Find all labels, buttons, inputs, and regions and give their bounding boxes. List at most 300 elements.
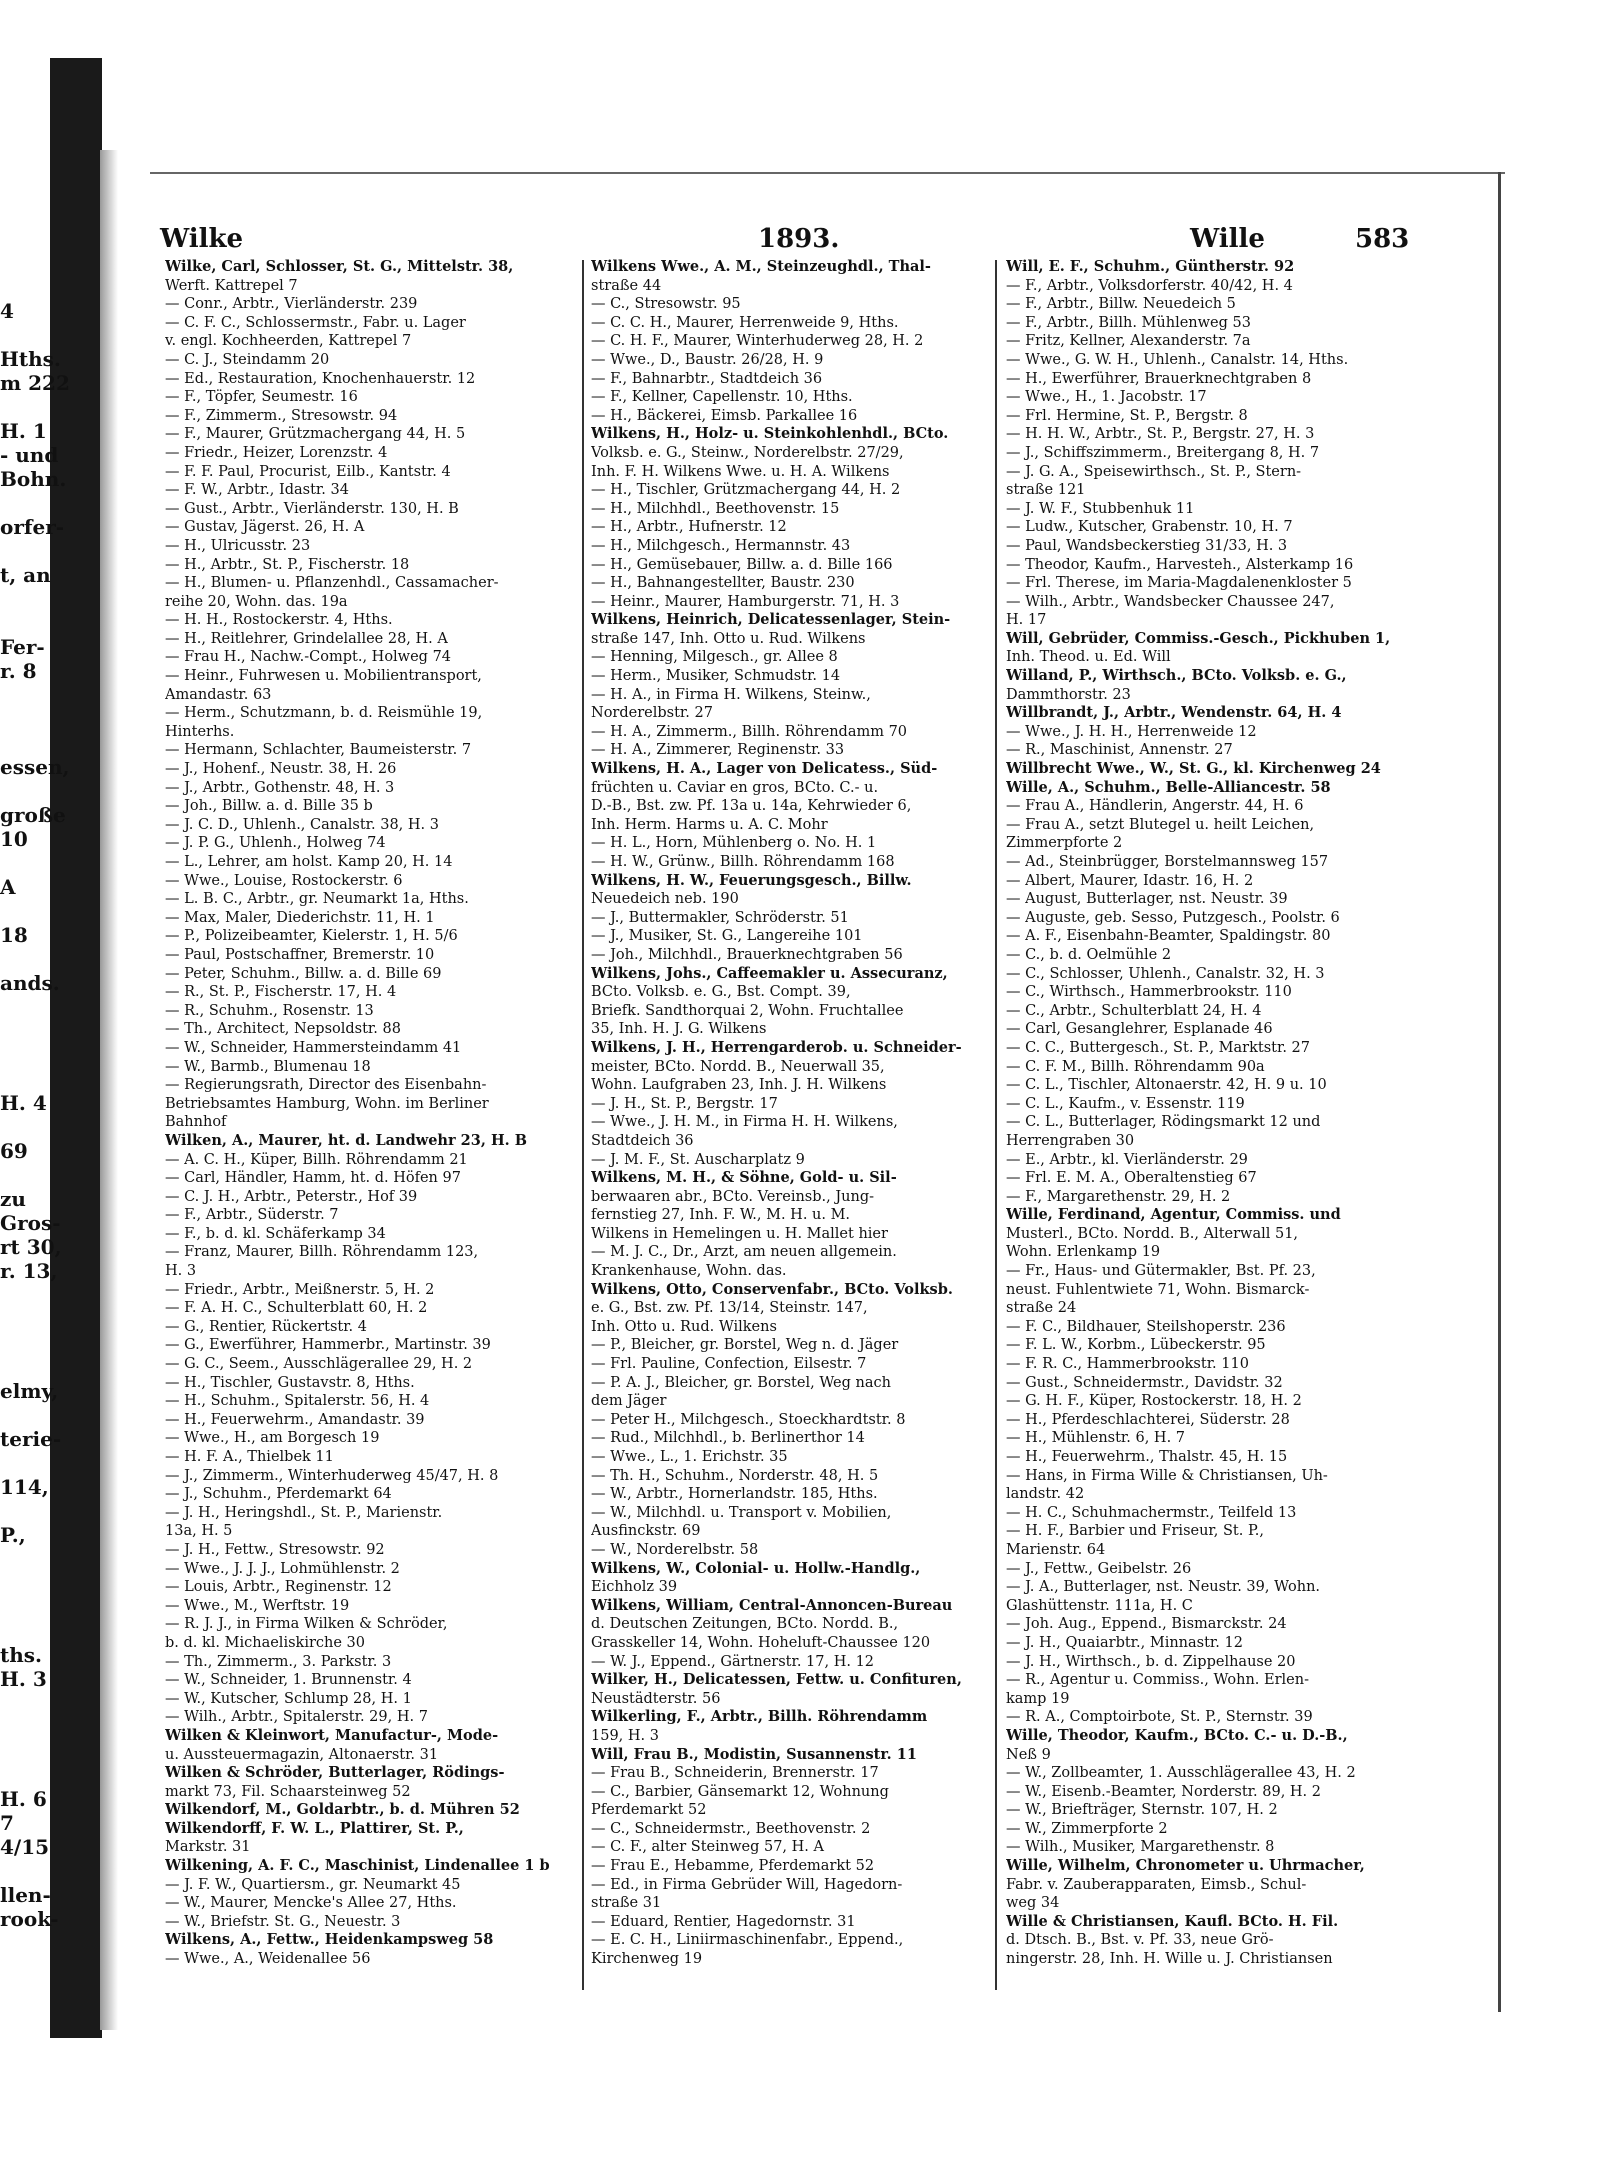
directory-entry-line: — F., Margarethenstr. 29, H. 2 <box>1006 1188 1231 1205</box>
directory-entry-line: — W., Zollbeamter, 1. Ausschlägerallee 43, H. 2 <box>1006 1765 1356 1782</box>
directory-entry-line: Eichholz 39 <box>591 1579 678 1596</box>
directory-column-1 <box>165 258 571 1998</box>
directory-entry-line: — H. F., Barbier und Friseur, St. P., <box>1006 1523 1265 1540</box>
previous-page-text: r. 8 <box>0 659 37 683</box>
directory-entry-line: — J. W. F., Stubbenhuk 11 <box>1006 500 1195 517</box>
directory-entry-line: Dammthorstr. 23 <box>1006 686 1131 703</box>
directory-entry-line: — J. G. A., Speisewirthsch., St. P., Stern- <box>1006 463 1302 480</box>
directory-entry-line: Wilker, H., Delicatessen, Fettw. u. Confituren, <box>591 1671 962 1689</box>
directory-entry-line: — A. F., Eisenbahn-Beamter, Spaldingstr. 80 <box>1006 928 1331 945</box>
previous-page-text: orfer- <box>0 515 65 539</box>
directory-entry-line: — J. P. G., Uhlenh., Holweg 74 <box>165 835 386 852</box>
directory-entry-line: — Eduard, Rentier, Hagedornstr. 31 <box>591 1913 856 1930</box>
directory-entry-line: — Albert, Maurer, Idastr. 16, H. 2 <box>1006 872 1254 889</box>
directory-entry-line: — C. C., Buttergesch., St. P., Marktstr. 27 <box>1006 1039 1310 1056</box>
directory-entry-line: — H. H., Rostockerstr. 4, Hths. <box>165 612 393 629</box>
directory-entry-line: Fabr. v. Zauberapparaten, Eimsb., Schul- <box>1006 1876 1307 1893</box>
directory-entry-line: — Wwe., J. H. H., Herrenweide 12 <box>1006 723 1257 740</box>
directory-entry-line: — F., Arbtr., Billw. Neuedeich 5 <box>1006 296 1236 313</box>
previous-page-text: elmy, <box>0 1379 59 1403</box>
directory-entry-line: 35, Inh. H. J. G. Wilkens <box>591 1021 767 1038</box>
directory-entry-line: — Louis, Arbtr., Reginenstr. 12 <box>165 1579 392 1596</box>
previous-page-text: P., <box>0 1523 26 1547</box>
directory-entry-line: Amandastr. 63 <box>165 686 272 703</box>
directory-entry-line: — F., Kellner, Capellenstr. 10, Hths. <box>591 389 853 406</box>
directory-entry-line: — J., Zimmerm., Winterhuderweg 45/47, H. 8 <box>165 1467 499 1484</box>
directory-entry-line: — H., Milchgesch., Hermannstr. 43 <box>591 537 851 554</box>
directory-entry-line: straße 24 <box>1006 1300 1077 1317</box>
directory-entry-line: Inh. Theod. u. Ed. Will <box>1006 649 1171 666</box>
directory-entry-line: — J. H., Wirthsch., b. d. Zippelhause 20 <box>1006 1653 1296 1670</box>
directory-entry-line: — C. J. H., Arbtr., Peterstr., Hof 39 <box>165 1188 418 1205</box>
directory-entry-line: Werft. Kattrepel 7 <box>165 277 298 294</box>
directory-entry-line: — J., Arbtr., Gothenstr. 48, H. 3 <box>165 779 395 796</box>
directory-entry-line: — H. A., in Firma H. Wilkens, Steinw., <box>591 686 871 703</box>
directory-entry-line: Wilkens, H. A., Lager von Delicatess., Süd- <box>591 760 938 778</box>
directory-entry-line: — H. L., Horn, Mühlenberg o. No. H. 1 <box>591 835 877 852</box>
directory-entry-line: — Wwe., J. J. J., Lohmühlenstr. 2 <box>165 1560 400 1577</box>
previous-page-text: 18 <box>0 923 28 947</box>
directory-entry-line: — Wwe., A., Weidenallee 56 <box>165 1951 371 1968</box>
directory-entry-line: — G., Rentier, Rückertstr. 4 <box>165 1318 367 1335</box>
page-top-rule <box>150 172 1505 174</box>
directory-entry-line: — M. J. C., Dr., Arzt, am neuen allgemein. <box>591 1244 897 1261</box>
previous-page-text: 114, <box>0 1475 49 1499</box>
directory-entry-line: — F. R. C., Hammerbrookstr. 110 <box>1006 1356 1249 1373</box>
directory-entry-line: Wilkens, Johs., Caffeemakler u. Assecuranz, <box>591 964 948 982</box>
directory-entry-line: — W., Arbtr., Hornerlandstr. 185, Hths. <box>591 1486 878 1503</box>
directory-column-2 <box>591 258 985 1998</box>
directory-entry-line: — Fr., Haus- und Gütermakler, Bst. Pf. 23, <box>1006 1263 1316 1280</box>
directory-entry-line: — Th., Architect, Nepsoldstr. 88 <box>165 1021 401 1038</box>
previous-page-text: ths. <box>0 1643 43 1667</box>
directory-entry-line: — Frau H., Nachw.-Compt., Holweg 74 <box>165 649 452 666</box>
directory-entry-line: — Friedr., Arbtr., Meißnerstr. 5, H. 2 <box>165 1281 435 1298</box>
directory-entry-line: — Hans, in Firma Wille & Christiansen, Uh- <box>1006 1467 1328 1484</box>
directory-entry-line: — F., Töpfer, Seumestr. 16 <box>165 389 358 406</box>
directory-entry-line: — H., Bäckerei, Eimsb. Parkallee 16 <box>591 407 858 424</box>
directory-entry-line: Wille, Theodor, Kaufm., BCto. C.- u. D.-B., <box>1006 1726 1348 1744</box>
directory-entry-line: — W., Norderelbstr. 58 <box>591 1541 759 1558</box>
directory-entry-line: — Peter, Schuhm., Billw. a. d. Bille 69 <box>165 965 442 982</box>
directory-entry-line: — Hermann, Schlachter, Baumeisterstr. 7 <box>165 742 472 759</box>
directory-entry-line: — Fritz, Kellner, Alexanderstr. 7a <box>1006 333 1251 350</box>
directory-entry-line: — J. H., Quaiarbtr., Minnastr. 12 <box>1006 1634 1243 1651</box>
directory-entry-line: — C. F. C., Schlossermstr., Fabr. u. Lager <box>165 314 466 331</box>
directory-entry-line: — Wilh., Arbtr., Wandsbecker Chaussee 247, <box>1006 593 1335 610</box>
directory-entry-line: — F., Maurer, Grützmachergang 44, H. 5 <box>165 426 466 443</box>
directory-entry-line: — Ad., Steinbrügger, Borstelmannsweg 157 <box>1006 854 1329 870</box>
directory-entry-line: — C. H. F., Maurer, Winterhuderweg 28, H. 2 <box>591 333 924 350</box>
directory-entry-line: Wilkens Wwe., A. M., Steinzeughdl., Thal- <box>591 258 931 275</box>
previous-page-text: 4/15 <box>0 1835 50 1859</box>
directory-entry-line: — C. L., Butterlager, Rödingsmarkt 12 und <box>1006 1114 1321 1131</box>
directory-entry-line: — Frl. E. M. A., Oberaltenstieg 67 <box>1006 1170 1257 1187</box>
directory-entry-line: — J. F. W., Quartiersm., gr. Neumarkt 45 <box>165 1876 461 1893</box>
running-head-left: Wilke <box>160 224 244 254</box>
previous-page-text: zu <box>0 1187 26 1211</box>
directory-entry-line: — Rud., Milchhdl., b. Berlinerthor 14 <box>591 1430 865 1447</box>
previous-page-text: Fer- <box>0 635 45 659</box>
directory-entry-line: — H., Ewerführer, Brauerknechtgraben 8 <box>1006 370 1312 387</box>
directory-entry-line: straße 31 <box>591 1895 662 1912</box>
directory-entry-line: — F., Zimmerm., Stresowstr. 94 <box>165 407 398 424</box>
directory-entry-line: — W., Eisenb.-Beamter, Norderstr. 89, H. 2 <box>1006 1783 1321 1800</box>
directory-entry-line: d. Deutschen Zeitungen, BCto. Nordd. B., <box>591 1616 899 1633</box>
directory-entry-line: — C., Schneidermstr., Beethovenstr. 2 <box>591 1820 871 1837</box>
directory-entry-line: Herrengraben 30 <box>1006 1132 1135 1149</box>
directory-entry-line: Markstr. 31 <box>165 1839 251 1856</box>
directory-entry-line: — G. H. F., Küper, Rostockerstr. 18, H. 2 <box>1006 1393 1302 1410</box>
directory-entry-line: — W., Briefträger, Sternstr. 107, H. 2 <box>1006 1802 1278 1819</box>
directory-entry-line: Musterl., BCto. Nordd. B., Alterwall 51, <box>1006 1225 1299 1242</box>
directory-entry-line: Wilkens in Hemelingen u. H. Mallet hier <box>591 1225 888 1242</box>
directory-entry-line: — W., Schneider, 1. Brunnenstr. 4 <box>165 1672 412 1689</box>
directory-entry-line: Wilkens, H., Holz- u. Steinkohlenhdl., BCto. <box>591 425 949 443</box>
directory-entry-line: fernstieg 27, Inh. F. W., M. H. u. M. <box>591 1207 851 1224</box>
directory-entry-line: Wilkerling, F., Arbtr., Billh. Röhrendamm <box>591 1708 928 1726</box>
previous-page-text: rt 30, <box>0 1235 62 1259</box>
directory-entry-line: dem Jäger <box>591 1393 667 1410</box>
directory-column-3 <box>1006 258 1402 1998</box>
directory-entry-line: — H., Arbtr., St. P., Fischerstr. 18 <box>165 556 410 573</box>
directory-entry-line: Glashüttenstr. 111a, H. C <box>1006 1597 1193 1614</box>
directory-entry-line: — H., Gemüsebauer, Billw. a. d. Bille 166 <box>591 556 893 573</box>
directory-entry-line: Marienstr. 64 <box>1006 1541 1106 1558</box>
directory-entry-line: markt 73, Fil. Schaarsteinweg 52 <box>165 1783 411 1800</box>
directory-entry-line: — F., Arbtr., Süderstr. 7 <box>165 1207 339 1224</box>
directory-entry-line: — R., St. P., Fischerstr. 17, H. 4 <box>165 984 397 1001</box>
directory-entry-line: — E. C. H., Liniirmaschinenfabr., Eppend., <box>591 1932 904 1949</box>
directory-entry-line: — C. F., alter Steinweg 57, H. A <box>591 1839 824 1856</box>
directory-entry-line: — J., Fettw., Geibelstr. 26 <box>1006 1560 1192 1577</box>
directory-entry-line: — H., Reitlehrer, Grindelallee 28, H. A <box>165 630 448 647</box>
directory-entry-line: — H., Schuhm., Spitalerstr. 56, H. 4 <box>165 1393 430 1410</box>
directory-entry-line: — H., Blumen- u. Pflanzenhdl., Cassamacher- <box>165 575 499 592</box>
directory-entry-line: — F., Arbtr., Volksdorferstr. 40/42, H. 4 <box>1006 277 1293 294</box>
directory-entry-line: Neß 9 <box>1006 1746 1051 1763</box>
directory-entry-line: — C., b. d. Oelmühle 2 <box>1006 946 1172 963</box>
directory-entry-line: — J. H., St. P., Bergstr. 17 <box>591 1095 778 1112</box>
directory-entry-line: — F., b. d. kl. Schäferkamp 34 <box>165 1225 386 1242</box>
directory-entry-line: — W., Maurer, Mencke's Allee 27, Hths. <box>165 1895 457 1912</box>
directory-entry-line: — Frl. Hermine, St. P., Bergstr. 8 <box>1006 407 1248 424</box>
directory-entry-line: Norderelbstr. 27 <box>591 705 713 722</box>
previous-page-text: H. 1 <box>0 419 47 443</box>
directory-entry-line: Wilken, A., Maurer, ht. d. Landwehr 23, H. B <box>165 1131 527 1149</box>
directory-entry-line: Neuedeich neb. 190 <box>591 891 739 908</box>
directory-entry-line: — Wwe., H., 1. Jacobstr. 17 <box>1006 389 1207 406</box>
directory-entry-line: — J., Schuhm., Pferdemarkt 64 <box>165 1486 392 1503</box>
directory-entry-line: — P. A. J., Bleicher, gr. Borstel, Weg nach <box>591 1374 891 1391</box>
directory-entry-line: v. engl. Kochheerden, Kattrepel 7 <box>165 333 412 350</box>
directory-entry-line: — L., Lehrer, am holst. Kamp 20, H. 14 <box>165 854 453 870</box>
directory-entry-line: u. Aussteuermagazin, Altonaerstr. 31 <box>165 1746 439 1763</box>
directory-entry-line: — J., Hohenf., Neustr. 38, H. 26 <box>165 761 397 778</box>
directory-entry-line: — J. C. D., Uhlenh., Canalstr. 38, H. 3 <box>165 816 439 833</box>
directory-entry-line: — Gustav, Jägerst. 26, H. A <box>165 519 365 536</box>
directory-entry-line: — W., Zimmerpforte 2 <box>1006 1820 1168 1837</box>
directory-entry-line: ningerstr. 28, Inh. H. Wille u. J. Christiansen <box>1006 1951 1333 1968</box>
directory-entry-line: D.-B., Bst. zw. Pf. 13a u. 14a, Kehrwieder 6, <box>591 798 912 815</box>
directory-entry-line: — J. H., Fettw., Stresowstr. 92 <box>165 1541 385 1558</box>
directory-entry-line: Wilke, Carl, Schlosser, St. G., Mittelstr. 38, <box>165 258 514 275</box>
directory-entry-line: — F. A. H. C., Schulterblatt 60, H. 2 <box>165 1300 428 1317</box>
directory-entry-line: Grasskeller 14, Wohn. Hoheluft-Chaussee 120 <box>591 1634 931 1651</box>
directory-entry-line: — P., Bleicher, gr. Borstel, Weg n. d. Jäger <box>591 1337 899 1354</box>
directory-entry-line: — Wwe., G. W. H., Uhlenh., Canalstr. 14, Hths. <box>1006 351 1349 368</box>
directory-entry-line: — Henning, Milgesch., gr. Allee 8 <box>591 649 838 666</box>
directory-entry-line: — Joh., Billw. a. d. Bille 35 b <box>165 798 373 815</box>
directory-entry-line: — C., Schlosser, Uhlenh., Canalstr. 32, H. 3 <box>1006 965 1325 982</box>
directory-entry-line: Wilkens, H. W., Feuerungsgesch., Billw. <box>591 871 912 889</box>
directory-entry-line: — Friedr., Heizer, Lorenzstr. 4 <box>165 444 388 461</box>
directory-entry-line: Wille & Christiansen, Kaufl. BCto. H. Fil. <box>1006 1912 1339 1930</box>
directory-entry-line: — H., Pferdeschlachterei, Süderstr. 28 <box>1006 1411 1290 1428</box>
directory-entry-line: — C. F. M., Billh. Röhrendamm 90a <box>1006 1058 1265 1075</box>
directory-entry-line: straße 121 <box>1006 482 1086 499</box>
directory-entry-line: — H. A., Zimmerm., Billh. Röhrendamm 70 <box>591 723 908 740</box>
directory-entry-line: — Wwe., D., Baustr. 26/28, H. 9 <box>591 351 824 368</box>
directory-entry-line: Hinterhs. <box>165 723 235 740</box>
directory-entry-line: Pferdemarkt 52 <box>591 1802 707 1819</box>
directory-entry-line: — Herm., Musiker, Schmudstr. 14 <box>591 668 841 685</box>
page-right-edge <box>1498 172 1501 2012</box>
previous-page-text: Bohn. <box>0 467 67 491</box>
directory-entry-line: 159, H. 3 <box>591 1727 659 1744</box>
directory-entry-line: — J., Schiffszimmerm., Breitergang 8, H. 7 <box>1006 444 1320 461</box>
previous-page-text: - und <box>0 443 59 467</box>
directory-entry-line: — W., Kutscher, Schlump 28, H. 1 <box>165 1690 412 1707</box>
directory-entry-line: Volksb. e. G., Steinw., Norderelbstr. 27/29, <box>591 444 904 461</box>
directory-entry-line: — Joh., Milchhdl., Brauerknechtgraben 56 <box>591 946 903 963</box>
directory-entry-line: — Auguste, geb. Sesso, Putzgesch., Poolstr. 6 <box>1006 909 1340 926</box>
directory-entry-line: kamp 19 <box>1006 1690 1070 1707</box>
directory-entry-line: — Heinr., Fuhrwesen u. Mobilientransport, <box>165 668 482 685</box>
directory-entry-line: — H., Tischler, Grützmachergang 44, H. 2 <box>591 482 901 499</box>
directory-entry-line: Zimmerpforte 2 <box>1006 835 1123 852</box>
directory-entry-line: — H., Ulricusstr. 23 <box>165 537 311 554</box>
directory-entry-line: Kirchenweg 19 <box>591 1951 703 1968</box>
directory-entry-line: — Wilh., Musiker, Margarethenstr. 8 <box>1006 1839 1275 1856</box>
directory-entry-line: Wilkendorff, F. W. L., Plattirer, St. P., <box>165 1819 464 1837</box>
directory-entry-line: neust. Fuhlentwiete 71, Wohn. Bismarck- <box>1006 1281 1310 1298</box>
directory-entry-line: — H. F. A., Thielbek 11 <box>165 1449 334 1465</box>
directory-entry-line: — W., Barmb., Blumenau 18 <box>165 1058 371 1075</box>
directory-entry-line: früchten u. Caviar en gros, BCto. C.- u. <box>591 779 879 796</box>
directory-entry-line: — W., Briefstr. St. G., Neuestr. 3 <box>165 1913 401 1930</box>
directory-entry-line: — Carl, Gesanglehrer, Esplanade 46 <box>1006 1021 1273 1038</box>
directory-entry-line: Wilkendorf, M., Goldarbtr., b. d. Mühren 52 <box>165 1801 520 1819</box>
directory-entry-line: Ausfinckstr. 69 <box>591 1523 701 1540</box>
directory-entry-line: — A. C. H., Küper, Billh. Röhrendamm 21 <box>165 1151 468 1168</box>
directory-entry-line: — F. C., Bildhauer, Steilshoperstr. 236 <box>1006 1318 1286 1335</box>
directory-entry-line: Wilkens, Otto, Conservenfabr., BCto. Volksb. <box>591 1280 953 1298</box>
directory-entry-line: Inh. Otto u. Rud. Wilkens <box>591 1318 777 1335</box>
directory-entry-line: — H., Bahnangestellter, Baustr. 230 <box>591 575 855 592</box>
previous-page-text: essen, <box>0 755 70 779</box>
directory-entry-line: — Franz, Maurer, Billh. Röhrendamm 123, <box>165 1244 479 1261</box>
directory-entry-line: Betriebsamtes Hamburg, Wohn. im Berliner <box>165 1095 489 1112</box>
directory-entry-line: Willand, P., Wirthsch., BCto. Volksb. e. G., <box>1006 667 1347 685</box>
directory-entry-line: — Wwe., M., Werftstr. 19 <box>165 1597 350 1614</box>
directory-entry-line: Wilkens, J. H., Herrengarderob. u. Schneider- <box>591 1038 962 1056</box>
previous-page-text: 7 <box>0 1811 14 1835</box>
previous-page-text: große <box>0 803 66 827</box>
directory-entry-line: — H. W., Grünw., Billh. Röhrendamm 168 <box>591 854 895 870</box>
directory-entry-line: — H., Tischler, Gustavstr. 8, Hths. <box>165 1374 415 1391</box>
directory-entry-line: — Ed., in Firma Gebrüder Will, Hagedorn- <box>591 1876 903 1893</box>
previous-page-text: t, an <box>0 563 51 587</box>
directory-entry-line: Neustädterstr. 56 <box>591 1690 721 1707</box>
previous-page-text: H. 4 <box>0 1091 47 1115</box>
directory-entry-line: — J., Buttermakler, Schröderstr. 51 <box>591 909 849 926</box>
directory-entry-line: 13a, H. 5 <box>165 1523 233 1540</box>
directory-entry-line: — Regierungsrath, Director des Eisenbahn- <box>165 1077 487 1094</box>
directory-entry-line: — E., Arbtr., kl. Vierländerstr. 29 <box>1006 1151 1248 1168</box>
directory-entry-line: H. 3 <box>165 1263 197 1280</box>
previous-page-fragment <box>0 300 100 1960</box>
directory-entry-line: — H. C., Schuhmachermstr., Teilfeld 13 <box>1006 1504 1297 1521</box>
directory-entry-line: — C., Barbier, Gänsemarkt 12, Wohnung <box>591 1783 889 1800</box>
previous-page-text: ands. <box>0 971 60 995</box>
directory-entry-line: meister, BCto. Nordd. B., Neuerwall 35, <box>591 1058 885 1075</box>
directory-entry-line: — Wwe., Louise, Rostockerstr. 6 <box>165 872 403 889</box>
directory-entry-line: Wohn. Laufgraben 23, Inh. J. H. Wilkens <box>591 1077 887 1094</box>
directory-entry-line: — Paul, Wandsbeckerstieg 31/33, H. 3 <box>1006 537 1288 554</box>
directory-entry-line: d. Dtsch. B., Bst. v. Pf. 33, neue Grö- <box>1006 1932 1274 1949</box>
directory-entry-line: — Joh. Aug., Eppend., Bismarckstr. 24 <box>1006 1616 1287 1633</box>
directory-entry-line: — H., Milchhdl., Beethovenstr. 15 <box>591 500 840 517</box>
directory-entry-line: H. 17 <box>1006 612 1047 629</box>
previous-page-text: H. 6 <box>0 1787 47 1811</box>
directory-entry-line: — F. L. W., Korbm., Lübeckerstr. 95 <box>1006 1337 1266 1354</box>
directory-entry-line: reihe 20, Wohn. das. 19a <box>165 593 348 610</box>
previous-page-text: terie- <box>0 1427 62 1451</box>
directory-entry-line: — R., Agentur u. Commiss., Wohn. Erlen- <box>1006 1672 1309 1689</box>
directory-entry-line: — C. J., Steindamm 20 <box>165 351 330 368</box>
running-head-right: Wille <box>1190 224 1265 254</box>
directory-entry-line: — G., Ewerführer, Hammerbr., Martinstr. 39 <box>165 1337 491 1354</box>
directory-entry-line: — Ludw., Kutscher, Grabenstr. 10, H. 7 <box>1006 519 1293 536</box>
directory-entry-line: — Heinr., Maurer, Hamburgerstr. 71, H. 3 <box>591 593 900 610</box>
directory-entry-line: — Gust., Schneidermstr., Davidstr. 32 <box>1006 1374 1283 1391</box>
directory-entry-line: — J. M. F., St. Auscharplatz 9 <box>591 1151 805 1168</box>
directory-entry-line: Inh. F. H. Wilkens Wwe. u. H. A. Wilkens <box>591 463 890 480</box>
column-divider <box>995 260 997 1990</box>
directory-entry-line: — Wwe., J. H. M., in Firma H. H. Wilkens, <box>591 1114 898 1131</box>
directory-entry-line: — R., Schuhm., Rosenstr. 13 <box>165 1002 374 1019</box>
directory-entry-line: — Ed., Restauration, Knochenhauerstr. 12 <box>165 370 476 387</box>
directory-entry-line: — Wwe., L., 1. Erichstr. 35 <box>591 1449 788 1465</box>
directory-entry-line: Stadtdeich 36 <box>591 1132 694 1149</box>
column-divider <box>582 260 584 1990</box>
directory-entry-line: Krankenhause, Wohn. das. <box>591 1263 787 1280</box>
directory-entry-line: e. G., Bst. zw. Pf. 13/14, Steinstr. 147, <box>591 1300 868 1317</box>
directory-entry-line: — Frau B., Schneiderin, Brennerstr. 17 <box>591 1765 879 1782</box>
directory-entry-line: Wilkens, W., Colonial- u. Hollw.-Handlg., <box>591 1559 921 1577</box>
directory-entry-line: — H., Feuerwehrm., Thalstr. 45, H. 15 <box>1006 1449 1288 1465</box>
directory-entry-line: — W. J., Eppend., Gärtnerstr. 17, H. 12 <box>591 1653 875 1670</box>
directory-entry-line: — W., Schneider, Hammersteindamm 41 <box>165 1039 462 1056</box>
directory-entry-line: weg 34 <box>1006 1895 1060 1912</box>
directory-entry-line: — Herm., Schutzmann, b. d. Reismühle 19, <box>165 705 483 722</box>
previous-page-text: r. 13, <box>0 1259 58 1283</box>
directory-entry-line: — Th. H., Schuhm., Norderstr. 48, H. 5 <box>591 1467 879 1484</box>
directory-entry-line: — H., Mühlenstr. 6, H. 7 <box>1006 1430 1186 1447</box>
directory-entry-line: — P., Polizeibeamter, Kielerstr. 1, H. 5/6 <box>165 928 458 945</box>
directory-entry-line: — Theodor, Kaufm., Harvesteh., Alsterkamp 16 <box>1006 556 1354 573</box>
directory-entry-line: Will, Gebrüder, Commiss.-Gesch., Pickhuben 1, <box>1006 629 1391 647</box>
directory-entry-line: — C. C. H., Maurer, Herrenweide 9, Hths. <box>591 314 899 331</box>
directory-entry-line: — C., Stresowstr. 95 <box>591 296 741 313</box>
directory-entry-line: Willbrecht Wwe., W., St. G., kl. Kirchenweg 24 <box>1006 760 1381 778</box>
directory-entry-line: Wilkens, Heinrich, Delicatessenlager, Stein- <box>591 611 951 629</box>
page-gutter-shadow <box>100 150 118 2030</box>
previous-page-text: 4 <box>0 300 14 323</box>
directory-entry-line: — Peter H., Milchgesch., Stoeckhardtstr. 8 <box>591 1411 906 1428</box>
directory-entry-line: landstr. 42 <box>1006 1486 1085 1503</box>
directory-entry-line: b. d. kl. Michaeliskirche 30 <box>165 1634 365 1651</box>
directory-entry-line: — Conr., Arbtr., Vierländerstr. 239 <box>165 296 418 313</box>
directory-entry-line: — H., Feuerwehrm., Amandastr. 39 <box>165 1411 425 1428</box>
directory-entry-line: Bahnhof <box>165 1114 227 1131</box>
directory-entry-line: — F. W., Arbtr., Idastr. 34 <box>165 482 349 499</box>
directory-entry-line: Will, Frau B., Modistin, Susannenstr. 11 <box>591 1745 917 1763</box>
directory-entry-line: Wilkens, M. H., & Söhne, Gold- u. Sil- <box>591 1169 897 1187</box>
directory-entry-line: straße 147, Inh. Otto u. Rud. Wilkens <box>591 630 866 647</box>
directory-entry-line: — Frau A., setzt Blutegel u. heilt Leichen, <box>1006 816 1315 833</box>
previous-page-text: rook- <box>0 1907 59 1931</box>
directory-entry-line: — Gust., Arbtr., Vierländerstr. 130, H. B <box>165 500 459 517</box>
directory-entry-line: — J. A., Butterlager, nst. Neustr. 39, Wohn. <box>1006 1579 1321 1596</box>
directory-entry-line: Wille, A., Schuhm., Belle-Alliancestr. 58 <box>1006 778 1331 796</box>
directory-entry-line: Wilken & Schröder, Butterlager, Rödings- <box>165 1764 505 1782</box>
directory-entry-line: — Frau A., Händlerin, Angerstr. 44, H. 6 <box>1006 798 1304 815</box>
directory-entry-line: — C., Arbtr., Schulterblatt 24, H. 4 <box>1006 1002 1262 1019</box>
directory-entry-line: Wohn. Erlenkamp 19 <box>1006 1244 1161 1261</box>
running-head-year: 1893. <box>758 224 840 254</box>
directory-entry-line: — Frau E., Hebamme, Pferdemarkt 52 <box>591 1858 875 1875</box>
directory-entry-line: berwaaren abr., BCto. Vereinsb., Jung- <box>591 1188 875 1205</box>
directory-entry-line: — August, Butterlager, nst. Neustr. 39 <box>1006 891 1288 908</box>
directory-entry-line: Briefk. Sandthorquai 2, Wohn. Fruchtallee <box>591 1002 904 1019</box>
directory-entry-line: — C. L., Kaufm., v. Essenstr. 119 <box>1006 1095 1245 1112</box>
page-number: 583 <box>1355 224 1410 254</box>
directory-entry-line: — Wilh., Arbtr., Spitalerstr. 29, H. 7 <box>165 1709 428 1726</box>
previous-page-text: 10 <box>0 827 28 851</box>
previous-page-text: H. 3 <box>0 1667 47 1691</box>
directory-entry-line: — L. B. C., Arbtr., gr. Neumarkt 1a, Hths. <box>165 891 469 908</box>
running-head <box>160 224 1408 256</box>
directory-entry-line: — R. A., Comptoirbote, St. P., Sternstr. 39 <box>1006 1709 1313 1726</box>
directory-entry-line: — F. F. Paul, Procurist, Eilb., Kantstr. 4 <box>165 463 451 480</box>
directory-entry-line: — R., Maschinist, Annenstr. 27 <box>1006 742 1233 759</box>
directory-entry-line: — Th., Zimmerm., 3. Parkstr. 3 <box>165 1653 392 1670</box>
previous-page-text: llen- <box>0 1883 51 1907</box>
directory-entry-line: — Wwe., H., am Borgesch 19 <box>165 1430 380 1447</box>
directory-entry-line: — H. H. W., Arbtr., St. P., Bergstr. 27, H. 3 <box>1006 426 1315 443</box>
previous-page-text: A <box>0 875 16 899</box>
directory-entry-line: Wille, Ferdinand, Agentur, Commiss. und <box>1006 1206 1341 1224</box>
directory-entry-line: Wilkening, A. F. C., Maschinist, Lindenallee 1 b <box>165 1857 550 1875</box>
directory-entry-line: — Frl. Pauline, Confection, Eilsestr. 7 <box>591 1356 867 1373</box>
directory-entry-line: — J., Musiker, St. G., Langereihe 101 <box>591 928 863 945</box>
directory-entry-line: Willbrandt, J., Arbtr., Wendenstr. 64, H. 4 <box>1006 704 1342 722</box>
directory-entry-line: BCto. Volksb. e. G., Bst. Compt. 39, <box>591 984 851 1001</box>
directory-entry-line: Wilkens, William, Central-Annoncen-Bureau <box>591 1596 953 1614</box>
directory-entry-line: — C., Wirthsch., Hammerbrookstr. 110 <box>1006 984 1292 1001</box>
